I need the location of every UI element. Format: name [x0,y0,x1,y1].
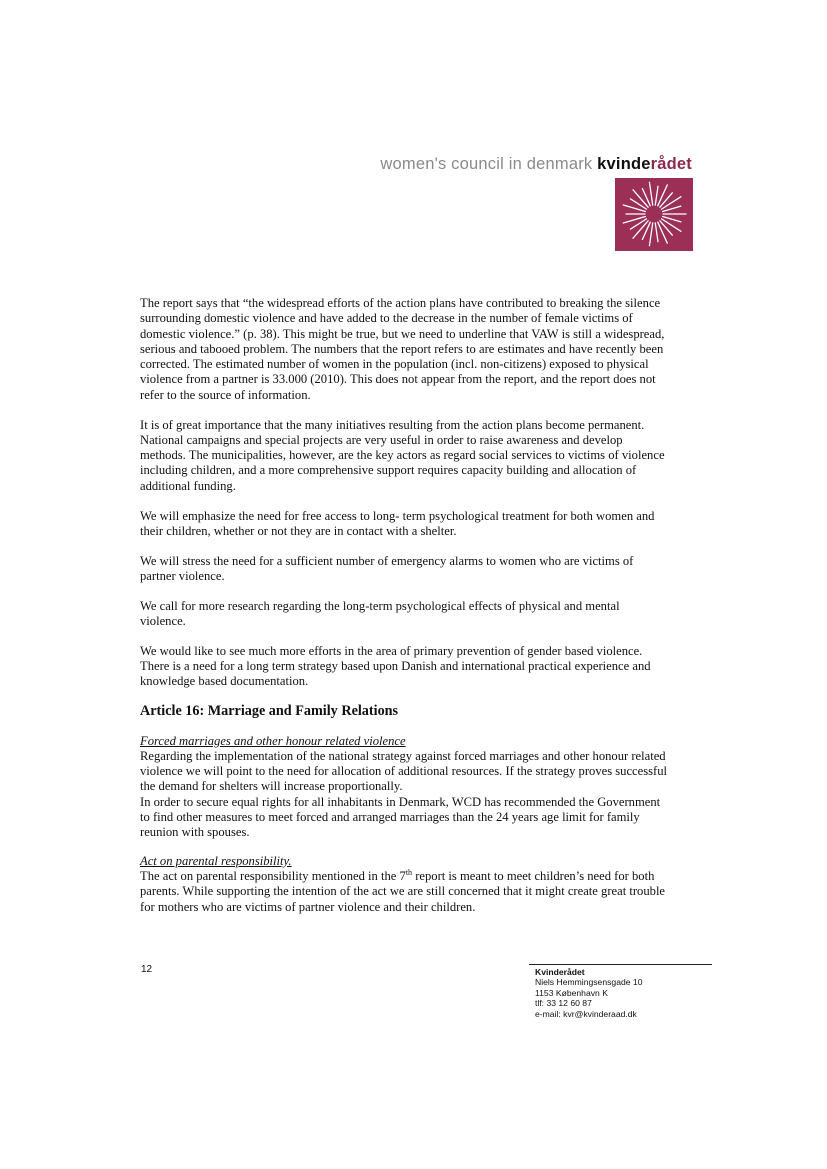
paragraph: Regarding the implementation of the national strategy against forced marriages and other honour related violence we will point to the need for allocation of additional resources. If the strategy proves successful the demand for shelters will increase proportionally. [140,748,668,794]
logo-ray [642,189,650,206]
logo-ray [633,221,648,238]
logo-ray [660,193,672,207]
logo-ray [655,223,658,242]
footer-city: 1153 København K [535,987,608,998]
subsection-heading: Act on parental responsibility. [140,853,292,868]
logo-ray [658,185,668,206]
forced-marriages-section [140,734,668,841]
paragraph: We call for more research regarding the long-term psychological effects of physical and mental violence. [140,598,620,629]
paragraph: The report says that “the widespread efforts of the action plans have contributed to breaking the silence surrounding domestic violence and have added to the decrease in the number of female victims of domestic violence.” (p. 38). This might be true, but we need to underline that VAW is still a widespread, serious and tabooed problem. The numbers that the report refers to are estimates and have recently been corrected. The estimated number of women in the population (incl. non-citizens) exposed to physical violence from a partner is 33.000 (2010). This does not appear from the report, and the report does not refer to the source of information. [140,296,665,402]
logo-ray [649,182,652,205]
paragraph: The act on parental responsibility mentioned in the 7th report is meant to meet children’s need for both parents. While supporting the intention of the act we are still concerned that it might create great trouble for mothers who are victims of partner violence and their children. [140,867,666,914]
logo-ray [658,222,668,243]
paragraph: We will stress the need for a sufficient number of emergency alarms to women who are victims of partner violence. [140,553,634,583]
footer-divider [529,964,712,965]
subsection-heading: Forced marriages and other honour related violence [140,733,406,748]
section-heading: Article 16: Marriage and Family Relations [140,703,399,720]
document-body [140,296,668,928]
logo [615,178,693,251]
tagline-text: women's council in denmark [380,155,593,173]
footer-address [535,967,642,1019]
logo-ray [633,190,648,207]
paragraph: In order to secure equal rights for all inhabitants in Denmark, WCD has recommended the Government to find other measures to meet forced and arranged marriages than the 24 years age limit for family reunion with spouses. [140,794,661,840]
footer-phone: tlf: 33 12 60 87 [535,998,592,1009]
starburst-icon [615,178,693,251]
logo-ray [649,223,652,246]
page-number: 12 [141,964,153,975]
footer-street: Niels Hemmingsensgade 10 [535,977,643,988]
logo-ray [660,221,672,235]
paragraph: We would like to see much more efforts in the area of primary prevention of gender based violence. There is a need for a long term strategy based upon Danish and international practical experience and knowledge based documentation. [140,643,651,689]
superscript: th [405,867,413,877]
logo-ray [655,186,658,205]
parental-responsibility-section [140,854,668,915]
paragraph: It is of great importance that the many initiatives resulting from the action plans become permanent. National campaigns and special projects are very useful in order to raise awareness and develop methods. The municipalities, however, are the key actors as regard social services to victims of violence including children, and a more comprehensive support requires capacity building and allocation of additional funding. [140,417,665,493]
footer-email: e-mail: kvr@kvinderaad.dk [535,1008,637,1019]
logo-ray [642,222,650,239]
header-tagline [300,155,692,174]
footer-org: Kvinderådet [535,967,585,977]
brand-wordmark: kvinderådet [597,155,692,173]
paragraph: We will emphasize the need for free access to long- term psychological treatment for both women and their children, whether or not they are in contact with a shelter. [140,508,655,538]
